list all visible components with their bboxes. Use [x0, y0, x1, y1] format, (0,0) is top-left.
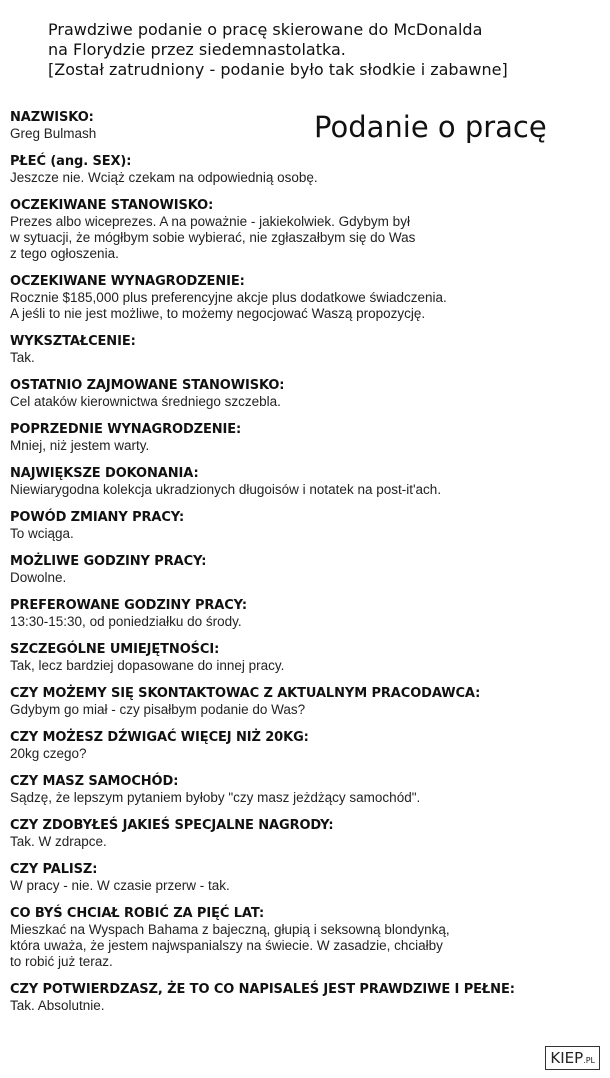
- answer-line: z tego ogłoszenia.: [10, 246, 119, 261]
- document-title: Podanie o pracę: [314, 110, 547, 144]
- answer-line: Mieszkać na Wyspach Bahama z bajeczną, głupią i seksowną blondynką,: [10, 922, 450, 937]
- answer-line: Gdybym go miał - czy pisałbym podanie do Was?: [10, 702, 306, 717]
- answer-line: w sytuacji, że mógłbym sobie wybierać, nie zgłaszałbym się do Was: [10, 230, 416, 245]
- answer-line: Dowolne.: [10, 570, 67, 585]
- field-label: CZY POTWIERDZASZ, ŻE TO CO NAPISALEŚ JEST PRAWDZIWE I PEŁNE:: [10, 982, 515, 997]
- field-label: CZY MOŻESZ DŹWIGAĆ WIĘCEJ NIŻ 20KG:: [10, 730, 309, 745]
- answer-line: 13:30-15:30, od poniedziałku do środy.: [10, 614, 242, 629]
- form-field: [10, 510, 600, 554]
- form-field: [10, 774, 600, 818]
- form-field: [10, 334, 600, 378]
- form-field: [10, 378, 600, 422]
- field-spacer: [10, 262, 600, 274]
- form-field: [10, 642, 600, 686]
- field-label: OCZEKIWANE WYNAGRODZENIE:: [10, 274, 245, 289]
- field-label: NAJWIĘKSZE DOKONANIA:: [10, 466, 199, 481]
- field-answer: [10, 790, 600, 806]
- field-label: CZY MOŻEMY SIĘ SKONTAKTOWAC Z AKTUALNYM PRACODAWCA:: [10, 686, 481, 701]
- field-answer: [10, 922, 600, 970]
- form-field: [10, 862, 600, 906]
- form-field: [10, 466, 600, 510]
- form-field: [10, 154, 600, 198]
- answer-line: Greg Bulmash: [10, 126, 97, 141]
- answer-line: Rocznie $185,000 plus preferencyjne akcje plus dodatkowe świadczenia.: [10, 290, 447, 305]
- field-spacer: [10, 498, 600, 510]
- field-answer: [10, 214, 600, 262]
- field-label: CZY MASZ SAMOCHÓD:: [10, 774, 179, 789]
- field-answer: [10, 350, 600, 366]
- answer-line: To wciąga.: [10, 526, 74, 541]
- header-line-3: [Został zatrudniony - podanie było tak słodkie i zabawne]: [48, 60, 508, 79]
- field-spacer: [10, 542, 600, 554]
- field-answer: [10, 878, 600, 894]
- field-spacer: [10, 850, 600, 862]
- field-label: NAZWISKO:: [10, 110, 94, 125]
- field-spacer: [10, 630, 600, 642]
- field-answer: [10, 126, 600, 142]
- field-label: WYKSZTAŁCENIE:: [10, 334, 136, 349]
- answer-line: Tak. Absolutnie.: [10, 998, 105, 1013]
- field-answer: [10, 614, 600, 630]
- form-field: [10, 554, 600, 598]
- field-label: OCZEKIWANE STANOWISKO:: [10, 198, 214, 213]
- answer-line: Tak, lecz bardziej dopasowane do innej pracy.: [10, 658, 285, 673]
- field-answer: [10, 746, 600, 762]
- answer-line: Tak.: [10, 350, 35, 365]
- field-spacer: [10, 322, 600, 334]
- answer-line: Mniej, niż jestem warty.: [10, 438, 150, 453]
- form-field: [10, 198, 600, 274]
- field-answer: [10, 834, 600, 850]
- answer-line: Cel ataków kierownictwa średniego szczebla.: [10, 394, 281, 409]
- field-answer: [10, 438, 600, 454]
- field-label: OSTATNIO ZAJMOWANE STANOWISKO:: [10, 378, 285, 393]
- field-spacer: [10, 186, 600, 198]
- header-line-1: Prawdziwe podanie o pracę skierowane do McDonalda: [48, 20, 483, 39]
- field-label: SZCZEGÓLNE UMIEJĘTNOŚCI:: [10, 642, 220, 657]
- field-spacer: [10, 410, 600, 422]
- field-answer: [10, 570, 600, 586]
- field-label: POPRZEDNIE WYNAGRODZENIE:: [10, 422, 242, 437]
- watermark-suffix: .PL: [583, 1056, 595, 1065]
- form-field: [10, 818, 600, 862]
- field-label: MOŻLIWE GODZINY PRACY:: [10, 554, 207, 569]
- field-spacer: [10, 894, 600, 906]
- field-spacer: [10, 586, 600, 598]
- field-spacer: [10, 806, 600, 818]
- answer-line: 20kg czego?: [10, 746, 87, 761]
- field-spacer: [10, 366, 600, 378]
- field-answer: [10, 526, 600, 542]
- field-answer: [10, 170, 600, 186]
- watermark-text: KIEP: [550, 1049, 584, 1067]
- article-header: [48, 20, 593, 80]
- form-field: [10, 730, 600, 774]
- field-answer: [10, 658, 600, 674]
- field-label: CO BYŚ CHCIAŁ ROBIĆ ZA PIĘĆ LAT:: [10, 906, 265, 921]
- answer-line: która uważa, że jestem najwspanialszy na świecie. W zasadzie, chciałby: [10, 938, 443, 953]
- form-field: [10, 598, 600, 642]
- answer-line: W pracy - nie. W czasie przerw - tak.: [10, 878, 230, 893]
- form-field: [10, 906, 600, 982]
- form-field: [10, 422, 600, 466]
- field-spacer: [10, 718, 600, 730]
- answer-line: Sądzę, że lepszym pytaniem byłoby "czy masz jeżdżący samochód".: [10, 790, 421, 805]
- field-answer: [10, 702, 600, 718]
- answer-line: A jeśli to nie jest możliwe, to możemy negocjować Waszą propozycję.: [10, 306, 426, 321]
- field-spacer: [10, 454, 600, 466]
- field-answer: [10, 482, 600, 498]
- field-spacer: [10, 142, 600, 154]
- field-label: CZY PALISZ:: [10, 862, 98, 877]
- answer-line: Niewiarygodna kolekcja ukradzionych długoisów i notatek na post-it'ach.: [10, 482, 442, 497]
- site-watermark-logo: [545, 1046, 600, 1070]
- form-field: [10, 110, 600, 154]
- field-spacer: [10, 762, 600, 774]
- field-answer: [10, 290, 600, 322]
- answer-line: Prezes albo wiceprezes. A na poważnie - jakiekolwiek. Gdybym był: [10, 214, 410, 229]
- field-answer: [10, 394, 600, 410]
- answer-line: Tak. W zdrapce.: [10, 834, 107, 849]
- form-field: [10, 274, 600, 334]
- field-label: CZY ZDOBYŁEŚ JAKIEŚ SPECJALNE NAGRODY:: [10, 818, 334, 833]
- form-field: [10, 982, 600, 1014]
- form-field: [10, 686, 600, 730]
- field-label: PREFEROWANE GODZINY PRACY:: [10, 598, 247, 613]
- header-line-2: na Florydzie przez siedemnastolatka.: [48, 40, 346, 59]
- answer-line: to robić już teraz.: [10, 954, 113, 969]
- field-spacer: [10, 674, 600, 686]
- answer-line: Jeszcze nie. Wciąż czekam na odpowiednią osobę.: [10, 170, 318, 185]
- field-spacer: [10, 970, 600, 982]
- field-label: PŁEĆ (ang. SEX):: [10, 154, 132, 169]
- application-fields: [10, 110, 600, 1014]
- field-label: POWÓD ZMIANY PRACY:: [10, 510, 185, 525]
- field-answer: [10, 998, 600, 1014]
